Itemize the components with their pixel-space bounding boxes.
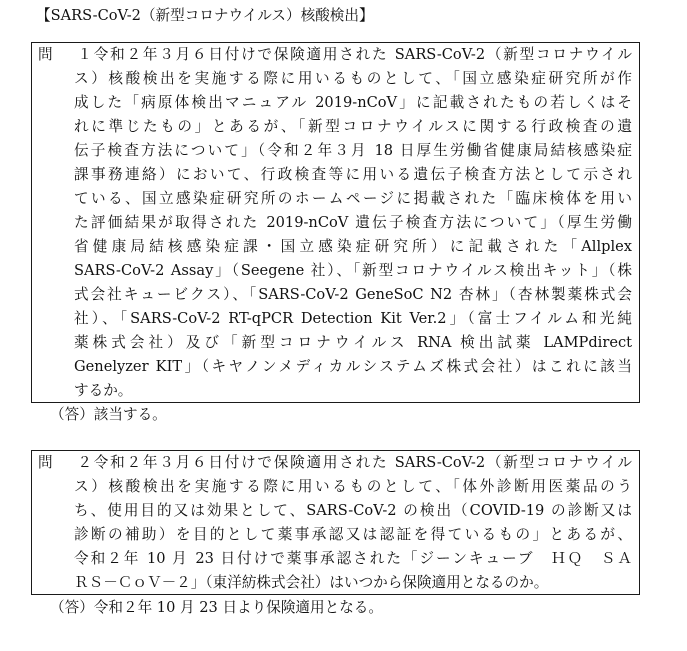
- question-line: Genelyzer KIT」（キヤノンメディカルシステムズ株式会社）はこれに該当: [74, 358, 632, 375]
- question-line: ス）核酸検出を実施する際に用いるものとして、「体外診断用医薬品のう: [74, 478, 632, 495]
- question-line: た評価結果が取得された 2019-nCoV 遺伝子検査方法について」（厚生労働: [74, 214, 632, 231]
- section-title: 【SARS-CoV-2（新型コロナウイルス）核酸検出】: [36, 7, 374, 24]
- question-line: 令和２年 10 月 23 日付けで薬事承認された「ジーンキューブ ＨＱ ＳＡ: [74, 550, 632, 567]
- question-line: 成した「病原体検出マニュアル 2019-nCoV」に記載されたもの若しくはそ: [74, 94, 632, 111]
- question-line: ス）核酸検出を実施する際に用いるものとして、「国立感染症研究所が作: [74, 70, 632, 87]
- question-line: 問２令和２年３月６日付けで保険適用された SARS-CoV-2（新型コロナウイル: [32, 451, 639, 475]
- question-line: 診断の補助）を目的として薬事承認又は認証を得ているもの」とあるが、: [74, 526, 632, 543]
- question-line: SARS-CoV-2 Assay」（Seegene 社）、「新型コロナウイルス検出キット」（株: [74, 262, 632, 279]
- question-line: するか。: [74, 382, 133, 399]
- question-line: ＲＳ－ＣｏＶ－２」（東洋紡株式会社）はいつから保険適用となるのか。: [74, 574, 549, 591]
- question-number: 問１: [38, 46, 92, 63]
- question-line: れに準じたもの」とあるが、「新型コロナウイルスに関する行政検査の遺: [74, 118, 632, 135]
- question-line: 問１令和２年３月６日付けで保険適用された SARS-CoV-2（新型コロナウイル: [32, 43, 639, 67]
- question-line: ち、使用目的又は効果として、SARS-CoV-2 の検出（COVID-19 の診断又は: [74, 502, 632, 519]
- question-line: 省健康局結核感染症課・国立感染症研究所）に記載された「Allplex: [74, 238, 632, 255]
- question-number: 問２: [38, 454, 92, 471]
- question-box-1: [31, 42, 640, 403]
- question-line: ている、国立感染症研究所のホームページに掲載された「臨床検体を用い: [74, 190, 632, 207]
- question-box-2: [31, 450, 640, 595]
- question-line: 社）、「SARS-CoV-2 RT-qPCR Detection Kit Ver.2」（富士フイルム和光純: [74, 310, 632, 327]
- answer-2: （答）令和２年 10 月 23 日より保険適用となる。: [50, 599, 383, 616]
- question-line: 式会社キュービクス）、「SARS-CoV-2 GeneSoC N2 杏林」（杏林製薬株式会: [74, 286, 632, 303]
- question-line: 薬株式会社）及び「新型コロナウイルス RNA 検出試薬 LAMPdirect: [74, 334, 632, 351]
- answer-1: （答）該当する。: [50, 406, 167, 423]
- question-line: 課事務連絡）において、行政検査等に用いる遺伝子検査方法として示され: [74, 166, 632, 183]
- question-line: 伝子検査方法について」（令和２年３月 18 日厚生労働省健康局結核感染症: [74, 142, 632, 159]
